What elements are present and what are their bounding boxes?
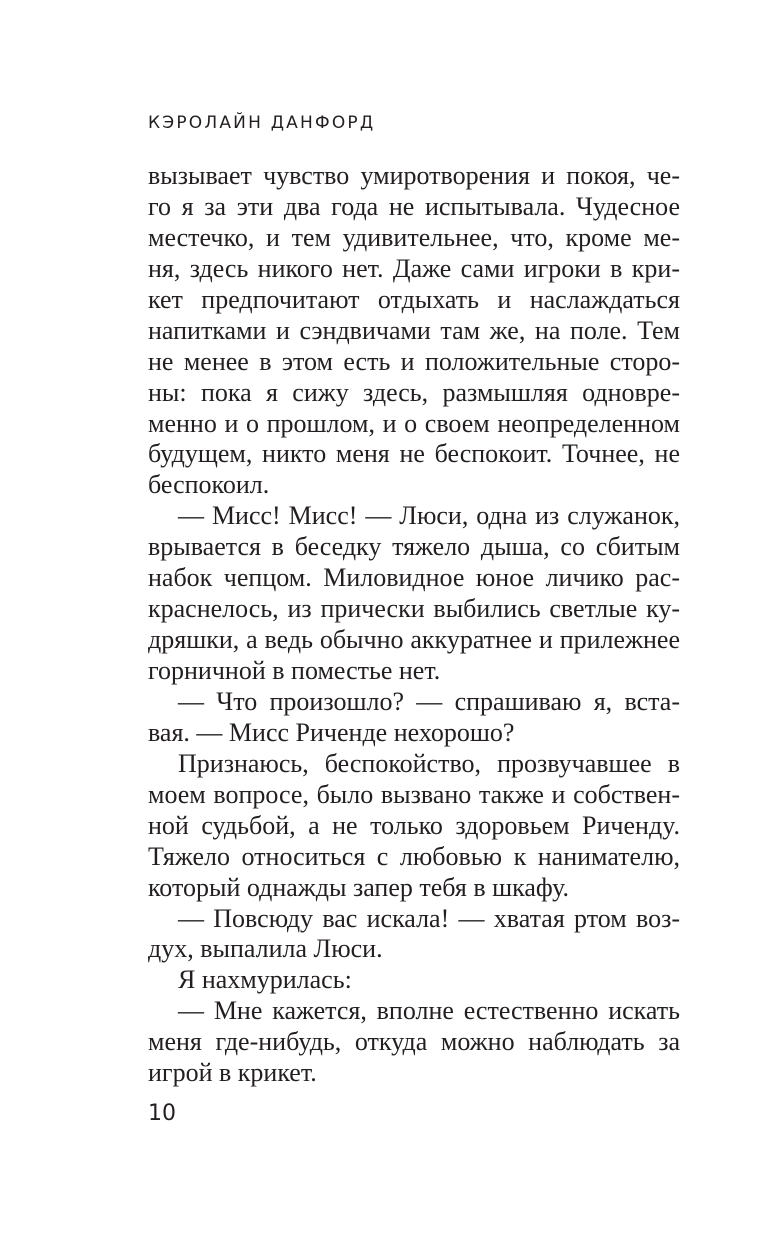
text-line: дух, выпалила Люси.: [148, 934, 383, 964]
text-line: ны: пока я сижу здесь, размышляя одновре-: [148, 377, 680, 407]
text-line: кет предпочитают отдыхать и наслаждаться: [148, 284, 680, 314]
text-line: Признаюсь, беспокойство, прозвучавшее в: [178, 748, 680, 778]
text-line: не менее в этом есть и положительные сторо-: [148, 346, 680, 376]
text-line: — Мне кажется, вполне естественно искать: [178, 996, 680, 1026]
text-line: менно и о прошлом, и о своем неопределенном: [148, 408, 680, 438]
page-number: 10: [148, 1101, 176, 1126]
text-line: моем вопросе, было вызвано также и собствен-: [148, 779, 680, 809]
text-line: ной судьбой, а не только здоровьем Ричендy.: [148, 810, 680, 840]
text-line: врывается в беседку тяжело дыша, со сбитым: [148, 532, 680, 562]
text-line: вызывает чувство умиротворения и покоя, че-: [148, 161, 680, 190]
text-line: го я за эти два года не испытывала. Чудесное: [148, 191, 680, 221]
text-line: — Мисс! Мисс! — Люси, одна из служанок,: [178, 501, 680, 531]
text-line: Я нахмурилась:: [178, 965, 352, 995]
text-line: напитками и сэндвичами там же, на поле. Тем: [148, 315, 680, 345]
text-line: который однажды запер тебя в шкафу.: [148, 872, 570, 902]
text-line: меня где-нибудь, откуда можно наблюдать за: [148, 1027, 680, 1057]
text-line: Тяжело относиться с любовью к нанимателю,: [148, 841, 680, 871]
running-header: КЭРОЛАЙН ДАНФОРД: [148, 113, 376, 133]
text-line: будущем, никто меня не беспокоит. Точнее, не: [148, 439, 680, 469]
text-line: вая. — Мисс Ричендe нехорошо?: [148, 717, 515, 747]
text-line: местечко, и тем удивительнее, что, кроме ме-: [148, 222, 680, 252]
text-line: — Что произошло? — спрашиваю я, вста-: [178, 686, 680, 716]
text-line: беспокоил.: [148, 470, 270, 500]
text-line: набок чепцом. Миловидное юное личико рас-: [148, 563, 680, 593]
text-line: — Повсюду вас искала! — хватая ртом воз-: [178, 903, 680, 933]
text-line: игрой в крикет.: [148, 1058, 317, 1088]
text-line: ня, здесь никого нет. Даже сами игроки в кри-: [148, 253, 680, 283]
text-line: дряшки, а ведь обычно аккуратнее и прилежнее: [148, 625, 680, 655]
text-line: горничной в поместье нет.: [148, 656, 441, 685]
text-line: краснелось, из прически выбились светлые ку-: [148, 594, 680, 624]
body-text: [148, 161, 680, 1089]
